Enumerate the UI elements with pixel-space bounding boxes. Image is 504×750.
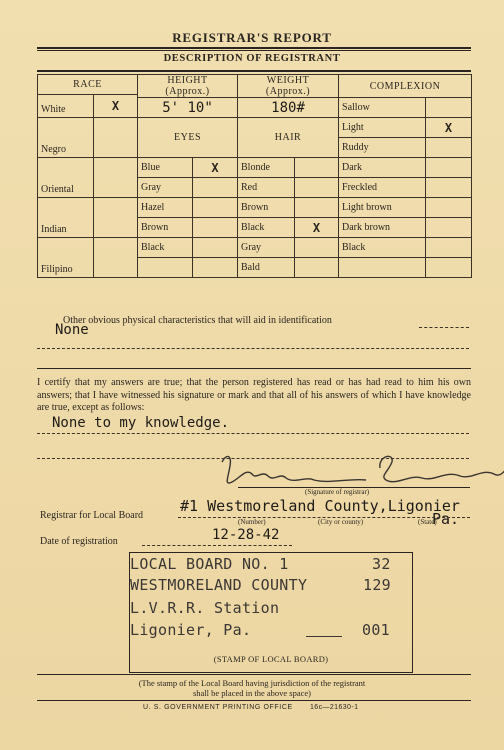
eyes-black: Black <box>138 238 193 258</box>
eyes-brown: Brown <box>138 218 193 238</box>
local-board-value: #1 Westmoreland County,Ligonier <box>180 497 460 515</box>
height-header <box>138 75 238 98</box>
race-oriental: Oriental <box>38 158 94 198</box>
complexion-empty-mark <box>426 258 472 278</box>
section-rule <box>37 368 471 369</box>
height-value: 5' 10" <box>138 98 238 118</box>
eyes-empty <box>138 258 193 278</box>
complexion-ruddy-mark <box>426 138 472 158</box>
race-indian-mark <box>94 198 138 238</box>
stamp-line-4: Ligonier, Pa. <box>130 621 252 639</box>
complexion-freckled-mark <box>426 178 472 198</box>
complexion-dark: Dark <box>339 158 426 178</box>
county-caption: (City or county) <box>318 518 364 526</box>
race-negro: Negro <box>38 118 94 158</box>
race-white: White <box>38 95 94 118</box>
cert-line-1 <box>37 433 469 434</box>
page-title: REGISTRAR'S REPORT <box>172 30 332 45</box>
title-rule <box>37 47 471 49</box>
hair-red: Red <box>238 178 295 198</box>
race-header: RACE <box>38 75 138 95</box>
hair-blonde-mark <box>295 158 339 178</box>
race-filipino-mark <box>94 238 138 278</box>
complexion-empty <box>339 258 426 278</box>
stamp-dash <box>306 636 342 637</box>
footer-note-2: shall be placed in the above space) <box>192 688 311 698</box>
stamp-line-1: LOCAL BOARD NO. 1 <box>130 555 289 573</box>
stamp-line-1-num: 32 <box>372 555 391 573</box>
eyes-hazel-mark <box>193 198 238 218</box>
complexion-light-mark: X <box>426 118 472 138</box>
eyes-black-mark <box>193 238 238 258</box>
characteristics-value: None <box>55 322 89 338</box>
weight-value: 180# <box>238 98 339 118</box>
hair-header: HAIR <box>238 118 339 158</box>
complexion-dark-brown: Dark brown <box>339 218 426 238</box>
race-oriental-mark <box>94 158 138 198</box>
footer-rule-1 <box>37 674 471 675</box>
hair-blonde: Blonde <box>238 158 295 178</box>
hair-brown: Brown <box>238 198 295 218</box>
local-board-label: Registrar for Local Board <box>40 510 144 521</box>
date-line <box>142 545 292 546</box>
race-indian: Indian <box>38 198 94 238</box>
date-value: 12-28-42 <box>212 527 280 543</box>
stamp-line-4-num: 001 <box>362 621 390 639</box>
complexion-black-mark <box>426 238 472 258</box>
signature-caption: (Signature of registrar) <box>305 488 370 496</box>
race-filipino: Filipino <box>38 238 94 278</box>
height-header-sub: (Approx.) <box>165 86 210 97</box>
eyes-hazel: Hazel <box>138 198 193 218</box>
stamp-line-2-num: 129 <box>363 576 391 594</box>
characteristics-line-2 <box>37 348 469 349</box>
characteristics-label: Other obvious physical characteristics that will aid in identification <box>63 315 332 326</box>
complexion-black: Black <box>339 238 426 258</box>
weight-header <box>238 75 339 98</box>
characteristics-dash <box>419 327 469 328</box>
subtitle-rule <box>37 70 471 72</box>
race-negro-mark <box>94 118 138 158</box>
hair-gray: Gray <box>238 238 295 258</box>
hair-black: Black <box>238 218 295 238</box>
complexion-sallow: Sallow <box>339 98 426 118</box>
footer-note-1: (The stamp of the Local Board having jurisdiction of the registrant <box>138 678 366 688</box>
weight-header-label: WEIGHT <box>266 75 310 86</box>
complexion-sallow-mark <box>426 98 472 118</box>
complexion-light: Light <box>339 118 426 138</box>
complexion-freckled: Freckled <box>339 178 426 198</box>
eyes-empty-mark <box>193 258 238 278</box>
certification-text: I certify that my answers are true; that the person registered has read or has had read to him his own answers; that I have witnessed his signature or mark and that all of his answers of which I have knowledge are true, except as follows: <box>37 377 471 413</box>
form-number: 16c—21630-1 <box>310 704 359 711</box>
eyes-gray-mark <box>193 178 238 198</box>
complexion-ruddy: Ruddy <box>339 138 426 158</box>
race-white-mark: X <box>94 95 138 118</box>
certification-value: None to my knowledge. <box>52 415 230 431</box>
hair-red-mark <box>295 178 339 198</box>
eyes-brown-mark <box>193 218 238 238</box>
hair-gray-mark <box>295 238 339 258</box>
weight-header-sub: (Approx.) <box>265 86 311 97</box>
hair-brown-mark <box>295 198 339 218</box>
date-label: Date of registration <box>40 536 118 547</box>
printer-line: U. S. GOVERNMENT PRINTING OFFICE <box>143 704 293 711</box>
eyes-header: EYES <box>138 118 238 158</box>
complexion-dark-mark <box>426 158 472 178</box>
footer-rule-2 <box>37 700 471 701</box>
stamp-line-2: WESTMORELAND COUNTY <box>130 576 308 594</box>
complexion-header: COMPLEXION <box>339 75 472 98</box>
title-rule-2 <box>37 50 471 51</box>
eyes-gray: Gray <box>138 178 193 198</box>
height-header-label: HEIGHT <box>167 75 208 86</box>
complexion-light-brown: Light brown <box>339 198 426 218</box>
stamp-caption: (STAMP OF LOCAL BOARD) <box>213 654 329 664</box>
eyes-blue: Blue <box>138 158 193 178</box>
state-caption: (State) <box>418 518 437 526</box>
hair-bald-mark <box>295 258 339 278</box>
description-table <box>37 74 472 278</box>
complexion-light-brown-mark <box>426 198 472 218</box>
eyes-blue-mark: X <box>193 158 238 178</box>
hair-bald: Bald <box>238 258 295 278</box>
local-board-state: Pa. <box>432 510 460 528</box>
local-board-stamp-box <box>129 552 413 673</box>
hair-black-mark: X <box>295 218 339 238</box>
complexion-dark-brown-mark <box>426 218 472 238</box>
stamp-line-3: L.V.R.R. Station <box>130 599 280 617</box>
section-subtitle: DESCRIPTION OF REGISTRANT <box>163 53 341 64</box>
number-caption: (Number) <box>238 518 266 526</box>
